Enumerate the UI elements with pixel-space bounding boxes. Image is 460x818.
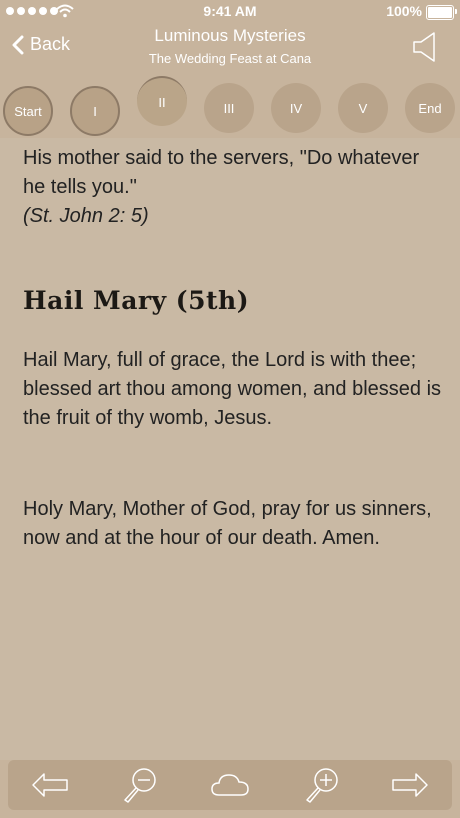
bead-end[interactable]: End <box>405 83 455 133</box>
battery-percent: 100% <box>386 3 422 19</box>
previous-button[interactable] <box>30 766 70 804</box>
cloud-icon <box>210 771 250 799</box>
zoom-out-button[interactable] <box>120 766 160 804</box>
bead-ii[interactable]: II <box>137 76 187 126</box>
arrow-left-icon <box>30 771 70 799</box>
bead-v[interactable]: V <box>338 83 388 133</box>
back-label: Back <box>30 34 71 54</box>
zoom-in-icon <box>303 766 341 804</box>
prayer-content[interactable] <box>0 138 460 760</box>
battery-icon <box>426 5 454 20</box>
zoom-out-icon <box>121 766 159 804</box>
zoom-in-button[interactable] <box>302 766 342 804</box>
speaker-icon[interactable] <box>412 31 438 63</box>
scripture-reference: (St. John 2: 5) <box>23 205 149 227</box>
arrow-right-icon <box>390 771 430 799</box>
status-bar <box>0 0 460 24</box>
scripture-text: His mother said to the servers, "Do whatever he tells you." (St. John 2: 5) <box>23 147 420 227</box>
bead-start[interactable]: Start <box>3 86 53 136</box>
prayer-paragraph-2: Holy Mary, Mother of God, pray for us sinners, now and at the hour of our death. Amen. <box>23 498 432 549</box>
decade-selector <box>0 72 460 138</box>
cloud-button[interactable] <box>210 766 250 804</box>
bottom-toolbar <box>8 760 452 810</box>
navigation-bar <box>0 24 460 72</box>
bead-iii[interactable]: III <box>204 83 254 133</box>
prayer-heading: Hail Mary (5th) <box>23 286 250 315</box>
page-title: Luminous Mysteries <box>154 26 306 45</box>
bead-i[interactable]: I <box>70 86 120 136</box>
status-time: 9:41 AM <box>203 3 257 19</box>
page-subtitle: The Wedding Feast at Cana <box>148 51 312 66</box>
prayer-paragraph-1: Hail Mary, full of grace, the Lord is with thee; blessed art thou among women, and blessed is the fruit of thy womb, Jesus. <box>23 349 442 429</box>
next-button[interactable] <box>390 766 430 804</box>
bead-iv[interactable]: IV <box>271 83 321 133</box>
